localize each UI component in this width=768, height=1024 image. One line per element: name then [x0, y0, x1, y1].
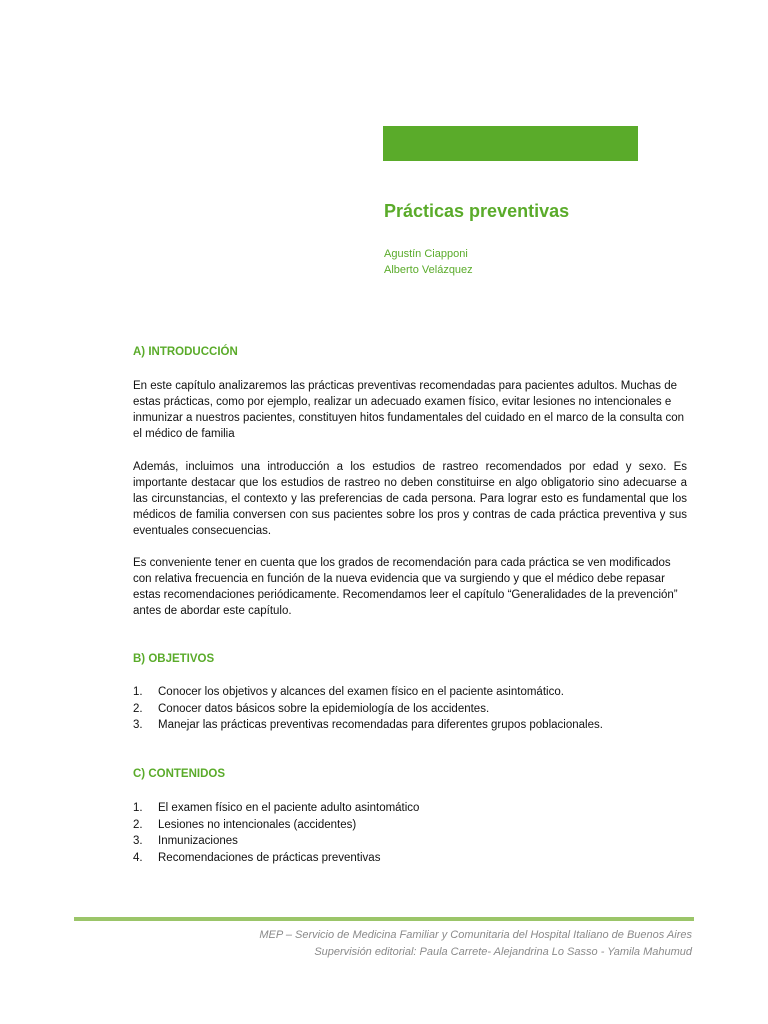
- list-item-number: 3.: [133, 719, 143, 731]
- footer-line: MEP – Servicio de Medicina Familiar y Comunitaria del Hospital Italiano de Buenos Aires: [259, 929, 692, 941]
- list-item-text: Inmunizaciones: [158, 835, 238, 847]
- list-item-number: 2.: [133, 818, 143, 831]
- list-item-text: Lesiones no intencionales (accidentes): [158, 818, 357, 831]
- list-item-number: 1.: [133, 686, 143, 698]
- list-item-text: Recomendaciones de prácticas preventivas: [158, 851, 381, 864]
- author-name: Agustín Ciapponi: [384, 248, 468, 260]
- document-title: Prácticas preventivas: [384, 201, 570, 221]
- page-footer: [259, 927, 692, 961]
- contenidos-list: [133, 800, 419, 866]
- list-item-number: 1.: [133, 802, 143, 814]
- section-heading-introduccion: A) INTRODUCCIÓN: [133, 346, 238, 358]
- list-item: [133, 850, 419, 867]
- author-name: Alberto Velázquez: [384, 264, 473, 276]
- list-item-text: Manejar las prácticas preventivas recomendadas para diferentes grupos poblacionales.: [158, 719, 603, 731]
- list-item-text: El examen físico en el paciente adulto asintomático: [158, 802, 420, 814]
- section-heading-objetivos: B) OBJETIVOS: [133, 653, 215, 665]
- list-item: [133, 701, 603, 718]
- footer-line: Supervisión editorial: Paula Carrete- Alejandrina Lo Sasso - Yamila Mahumud: [314, 946, 692, 958]
- list-item: [133, 800, 419, 817]
- intro-paragraph: Además, incluimos una introducción a los estudios de rastreo recomendados por edad y sexo. Es importante destacar que los estudios de rastreo no deben constituirse en algo obligatorio sino adecuarse a las circunstancias, el contexto y las preferencias de cada persona. Para lograr esto es fundamental que los médicos de familia conversen con sus pacientes sobre los pros y contras de cada práctica preventiva y sus eventuales consecuencias.: [133, 461, 687, 537]
- objetivos-list: [133, 684, 603, 734]
- list-item: [133, 717, 603, 734]
- list-item: [133, 817, 419, 834]
- list-item-number: 2.: [133, 702, 143, 715]
- list-item-number: 3.: [133, 835, 143, 847]
- list-item-text: Conocer los objetivos y alcances del examen físico en el paciente asintomático.: [158, 686, 564, 698]
- list-item: [133, 684, 603, 701]
- header-green-bar: [383, 126, 638, 161]
- intro-paragraph: En este capítulo analizaremos las prácticas preventivas recomendadas para pacientes adultos. Muchas de estas prácticas, como por ejemplo, realizar un adecuado examen físico, evitar lesiones no intencionales e inmunizar a nuestros pacientes, constituyen hitos fundamentales del cuidado en el marco de la consulta con el médico de familia: [133, 380, 685, 440]
- authors-block: [384, 246, 473, 278]
- list-item: [133, 833, 419, 850]
- footer-rule: [74, 917, 694, 921]
- section-heading-contenidos: C) CONTENIDOS: [133, 768, 225, 780]
- list-item-number: 4.: [133, 851, 143, 864]
- intro-paragraph: Es conveniente tener en cuenta que los grados de recomendación para cada práctica se ven modificados con relativa frecuencia en función de la nueva evidencia que va surgiendo y que el médico debe repasar estas recomendaciones periódicamente. Recomendamos leer el capítulo “Generalidades de la prevención” antes de abordar este capítulo.: [133, 557, 678, 617]
- list-item-text: Conocer datos básicos sobre la epidemiología de los accidentes.: [158, 702, 490, 715]
